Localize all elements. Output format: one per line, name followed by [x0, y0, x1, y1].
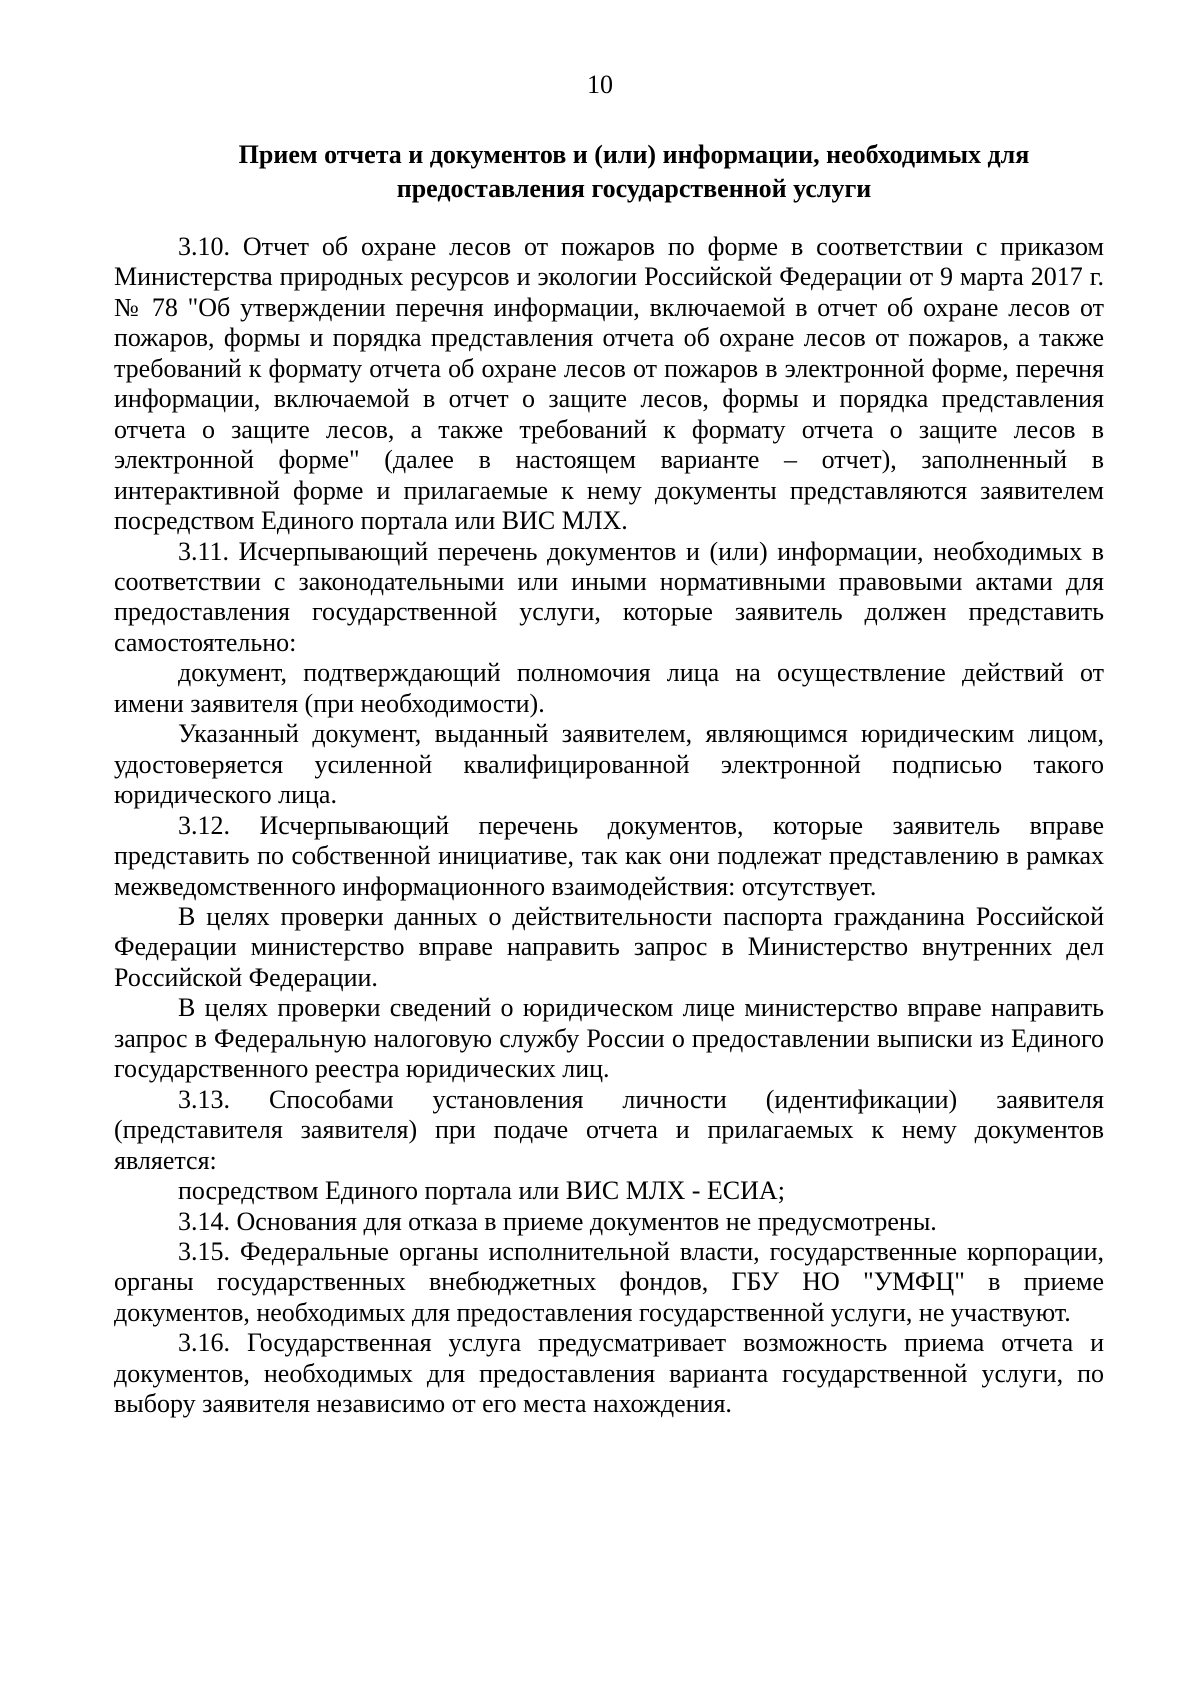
- paragraph-3-11: 3.11. Исчерпывающий перечень документов и (или) информации, необходимых в соответствии с законодательными или иными нормативными правовыми актами для предоставления государственной услуги, которые заявитель должен представить самостоятельно:: [114, 536, 1104, 657]
- page-number: 10: [587, 70, 613, 99]
- paragraph-authority-document: документ, подтверждающий полномочия лица на осуществление действий от имени заявителя (при необходимости).: [114, 658, 1104, 718]
- paragraph-legal-entity-signature: Указанный документ, выданный заявителем, являющимся юридическим лицом, удостоверяется усиленной квалифицированной электронной подписью такого юридического лица.: [114, 719, 1104, 810]
- paragraph-3-14: 3.14. Основания для отказа в приеме документов не предусмотрены.: [178, 1206, 937, 1236]
- paragraph-3-13: 3.13. Способами установления личности (идентификации) заявителя (представителя заявителя) при подаче отчета и прилагаемых к нему документов является:: [114, 1084, 1104, 1175]
- paragraph-3-16: 3.16. Государственная услуга предусматривает возможность приема отчета и документов, необходимых для предоставления варианта государственной услуги, по выбору заявителя независимо от его места нахождения.: [114, 1328, 1104, 1419]
- paragraph-3-15: 3.15. Федеральные органы исполнительной власти, государственные корпорации, органы государственных внебюджетных фондов, ГБУ НО "УМФЦ" в приеме документов, необходимых для предоставления государственной услуги, не участвуют.: [114, 1236, 1104, 1327]
- paragraph-3-12: 3.12. Исчерпывающий перечень документов, которые заявитель вправе представить по собственной инициативе, так как они подлежат представлению в рамках межведомственного информационного взаимодействия: отсутствует.: [114, 810, 1104, 901]
- paragraph-legal-entity-check: В целях проверки сведений о юридическом лице министерство вправе направить запрос в Федеральную налоговую службу России о предоставлении выписки из Единого государственного реестра юридических лиц.: [114, 993, 1104, 1084]
- paragraph-esia: посредством Единого портала или ВИС МЛХ - ЕСИА;: [178, 1176, 785, 1206]
- paragraph-passport-check: В целях проверки данных о действительности паспорта гражданина Российской Федерации министерство вправе направить запрос в Министерство внутренних дел Российской Федерации.: [114, 901, 1104, 992]
- section-heading-line-2: предоставления государственной услуги: [396, 174, 872, 203]
- paragraph-3-10: 3.10. Отчет об охране лесов от пожаров по форме в соответствии с приказом Министерства природных ресурсов и экологии Российской Федерации от 9 марта 2017 г. № 78 "Об утверждении перечня информации, включаемой в отчет об охране лесов от пожаров, формы и порядка представления отчета об охране лесов от пожаров, а также требований к формату отчета об охране лесов от пожаров в электронной форме, перечня информации, включаемой в отчет о защите лесов, формы и порядка представления отчета о защите лесов, а также требований к формату отчета о защите лесов в электронной форме" (далее в настоящем варианте – отчет), заполненный в интерактивной форме и прилагаемые к нему документы представляются заявителем посредством Единого портала или ВИС МЛХ.: [114, 232, 1104, 536]
- section-heading-line-1: Прием отчета и документов и (или) информации, необходимых для: [238, 140, 1030, 169]
- body-text: [114, 232, 1104, 1420]
- section-heading: [170, 138, 1098, 206]
